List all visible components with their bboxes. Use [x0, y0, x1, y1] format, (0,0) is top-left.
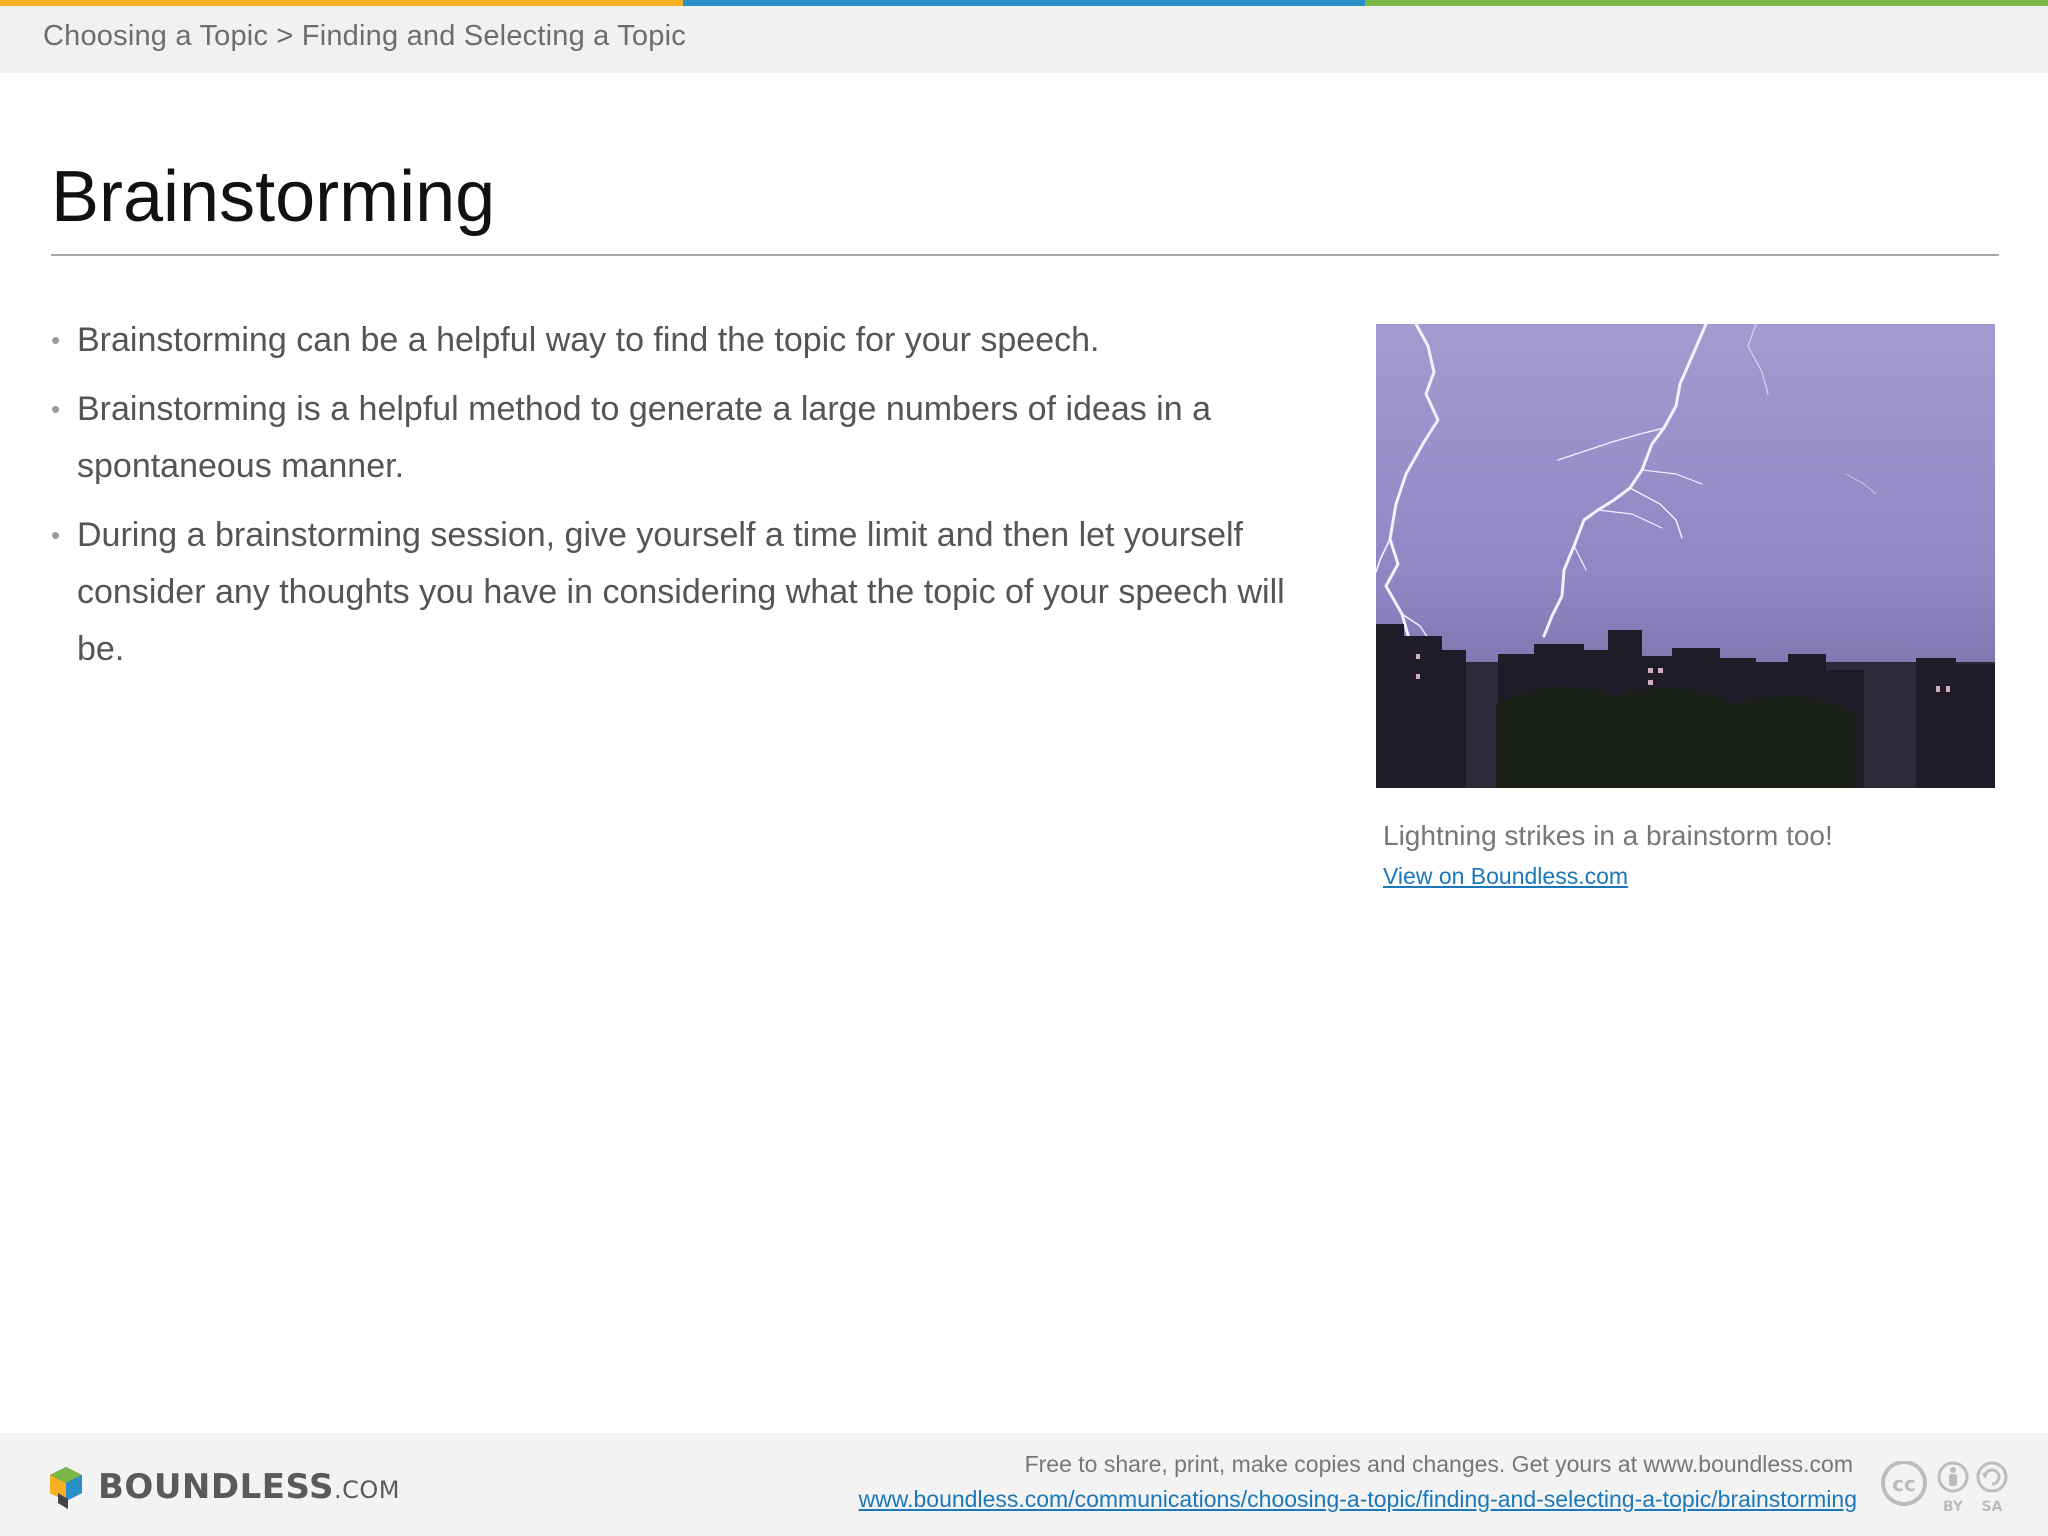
svg-text:cc: cc	[1892, 1472, 1916, 1496]
breadcrumb-bar	[0, 6, 2048, 73]
lightning-photo	[1376, 324, 1995, 788]
logo-main: BOUNDLESS	[98, 1467, 334, 1507]
cc-license-icon	[1880, 1461, 2012, 1521]
title-divider	[51, 254, 1999, 256]
logo-text	[98, 1467, 400, 1507]
bullet-text: Brainstorming can be a helpful way to find the topic for your speech.	[77, 321, 1100, 359]
bullet-dot: •	[51, 325, 61, 355]
bullet-item	[51, 507, 1311, 678]
footer-url-link[interactable]: www.boundless.com/communications/choosing-a-topic/finding-and-selecting-a-topic/brainstorming	[858, 1486, 1857, 1512]
bullet-dot: •	[51, 520, 61, 550]
logo-suffix: .COM	[333, 1476, 400, 1504]
breadcrumb: Choosing a Topic > Finding and Selecting a Topic	[43, 20, 686, 52]
license-sa-label: SA	[1981, 1499, 2003, 1515]
bullet-list	[51, 312, 1311, 690]
bullet-dot: •	[51, 394, 61, 424]
page-title: Brainstorming	[51, 157, 496, 237]
license-by-label: BY	[1942, 1499, 1964, 1515]
view-on-boundless-link[interactable]: View on Boundless.com	[1383, 863, 1629, 889]
bullet-item	[51, 381, 1311, 495]
boundless-logo	[42, 1463, 400, 1511]
figure-caption: Lightning strikes in a brainstorm too!	[1383, 820, 1833, 851]
footer	[0, 1433, 2048, 1536]
bullet-text: During a brainstorming session, give yourself a time limit and then let yourself consider any thoughts you have in considering what the topic of your speech will be.	[77, 516, 1285, 668]
bullet-text: Brainstorming is a helpful method to generate a large numbers of ideas in a spontaneous manner.	[77, 390, 1211, 485]
footer-note: Free to share, print, make copies and changes. Get yours at www.boundless.com	[1024, 1451, 1853, 1477]
bullet-item	[51, 312, 1311, 369]
boundless-cube-icon	[42, 1463, 90, 1511]
